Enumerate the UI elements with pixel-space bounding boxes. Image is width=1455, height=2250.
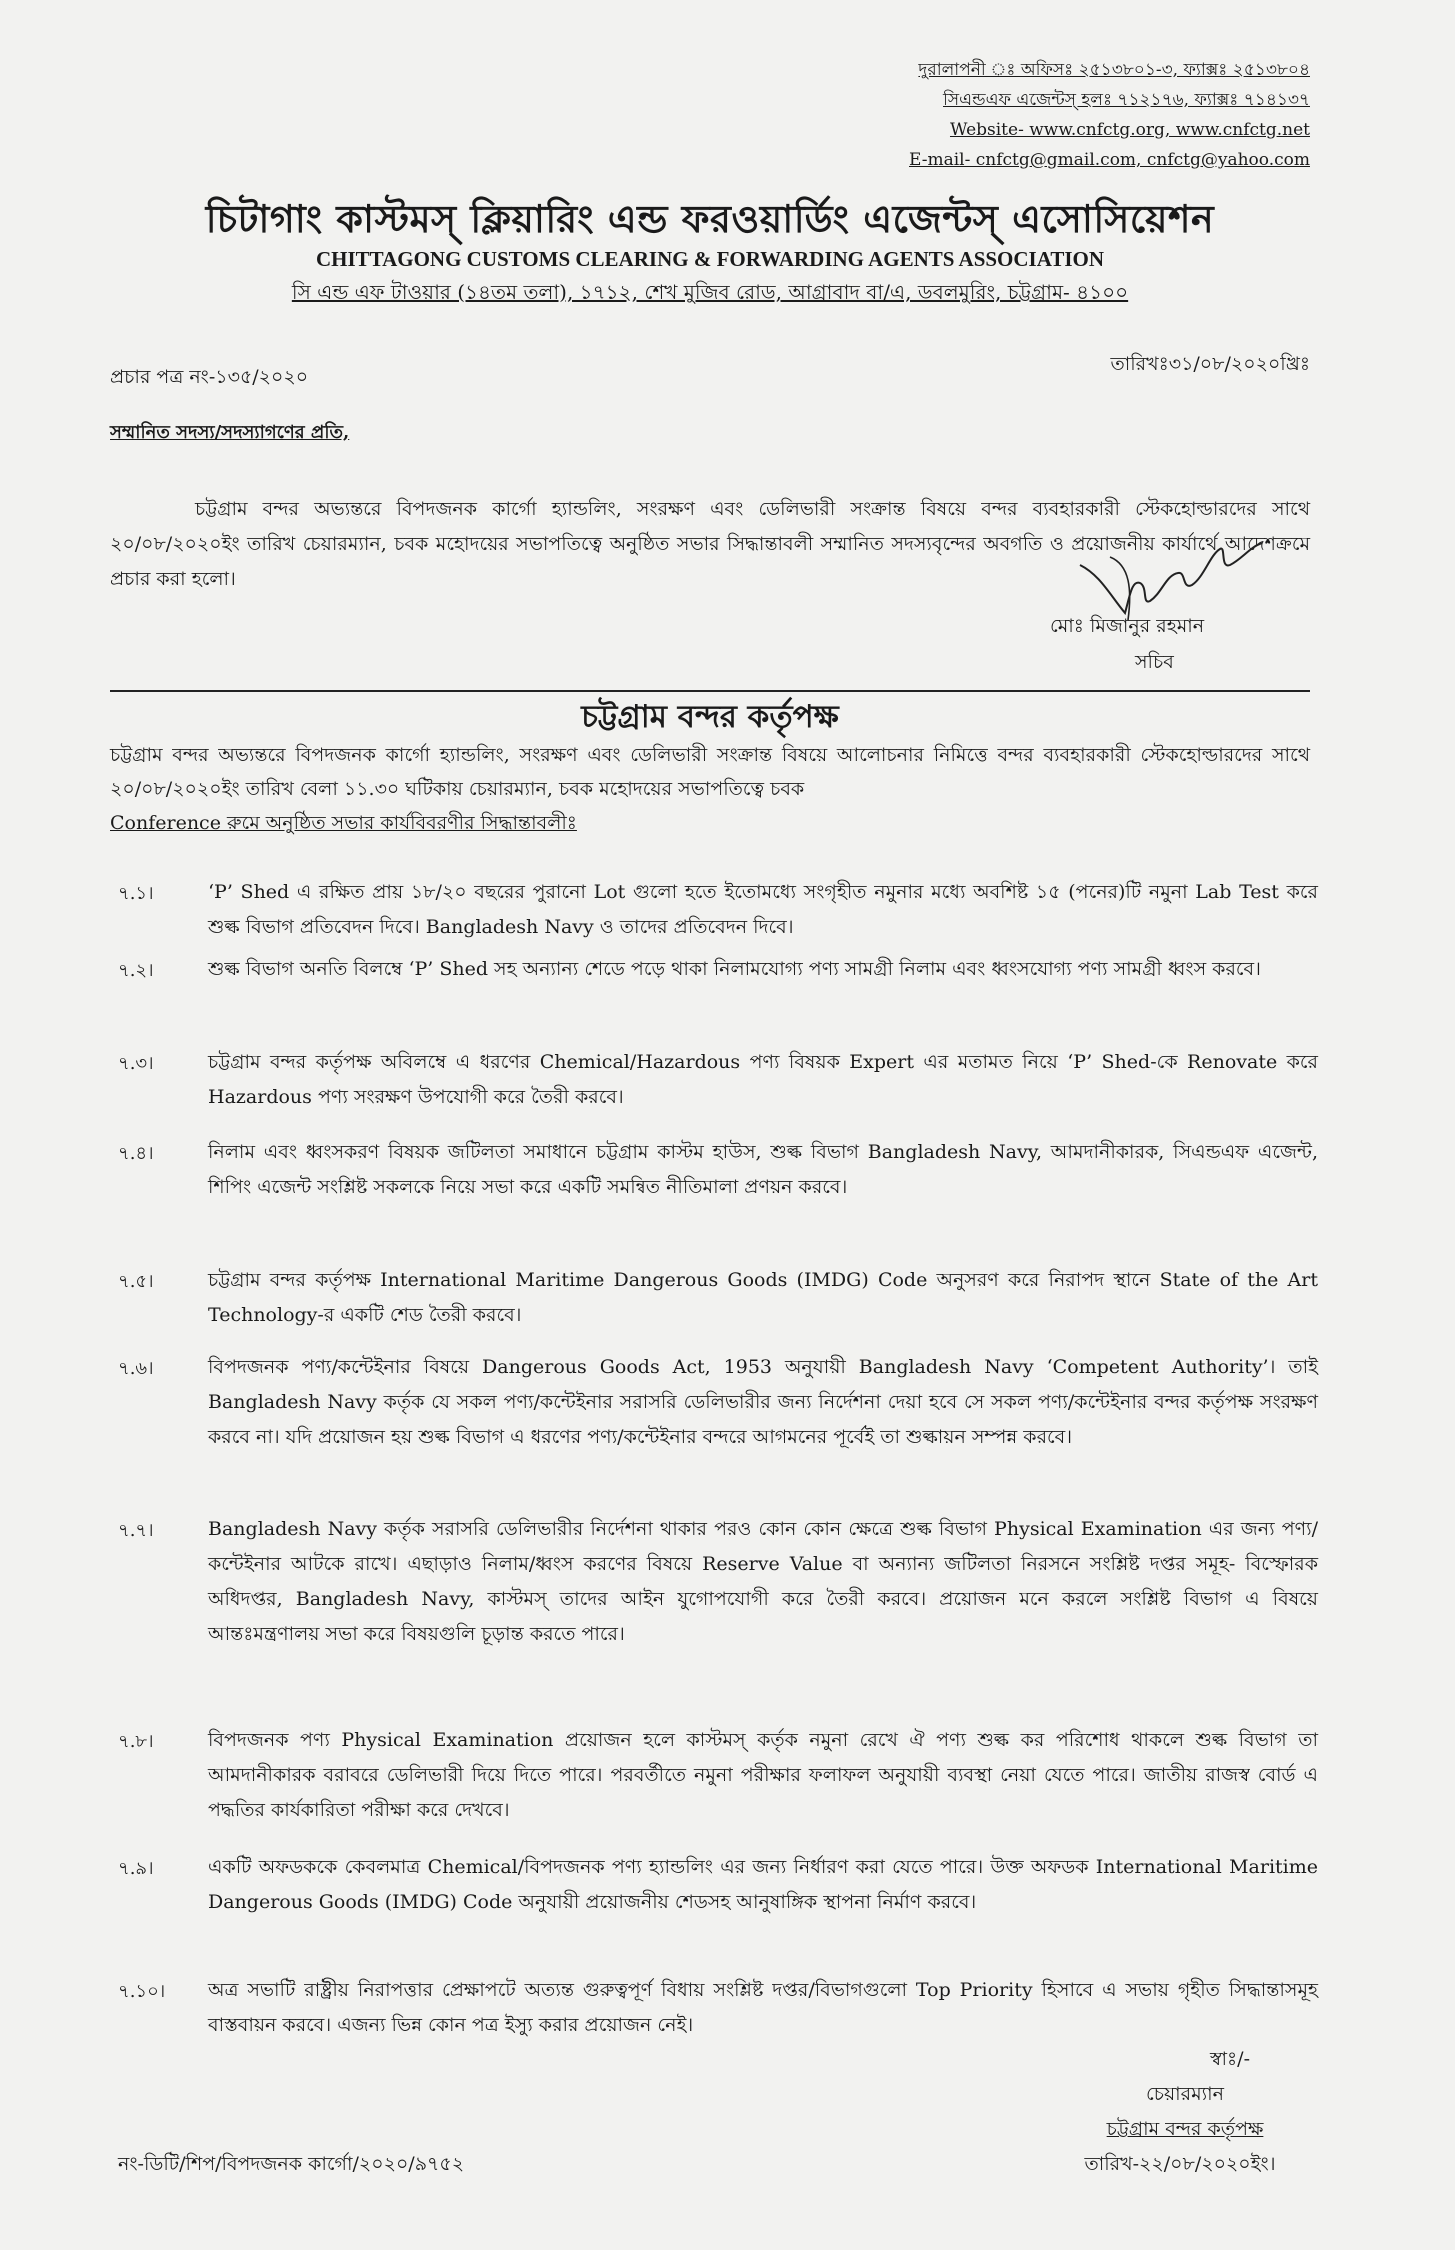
intro-paragraph: চট্টগ্রাম বন্দর অভ্যন্তরে বিপদজনক কার্গো হ্যান্ডলিং, সংরক্ষণ এবং ডেলিভারী সংক্রান্ত বিষয়ে বন্দর ব্যবহারকারী স্টেকহোল্ডারদের সাথে ২০/০৮/২০২০ইং তারিখ চেয়ারম্যান, চবক মহোদয়ের সভাপতিত্বে অনুষ্ঠিত সভার সিদ্ধান্তাবলী সম্মানিত সদস্যবৃন্দের অবগতি ও প্রয়োজনীয় কার্যার্থে আদেশক্রমে প্রচার করা হলো। — [110, 498, 1310, 590]
decision-number: ৭.৫। — [118, 1271, 154, 1292]
decision-number: ৭.৩। — [118, 1053, 154, 1074]
decision-number: ৭.৭। — [118, 1520, 154, 1541]
decision-text: নিলাম এবং ধ্বংসকরণ বিষয়ক জটিলতা সমাধানে চট্টগ্রাম কাস্টম হাউস, শুল্ক বিভাগ Bangladesh Navy, আমদানীকারক, সিএন্ডএফ এজেন্ট, শিপিং এজেন্ট সংশ্লিষ্ট সকলকে নিয়ে সভা করে একটি সমন্বিত নীতিমালা প্রণয়ন করবে। — [208, 1141, 1318, 1198]
decision-text: শুল্ক বিভাগ অনতি বিলম্বে ‘P’ Shed সহ অন্যান্য শেডে পড়ে থাকা নিলামযোগ্য পণ্য সামগ্রী নিলাম এবং ধ্বংসযোগ্য পণ্য সামগ্রী ধ্বংস করবে। — [208, 958, 1261, 980]
closing-organization: চট্টগ্রাম বন্দর কর্তৃপক্ষ — [1106, 2118, 1264, 2140]
contact-website: Website- www.cnfctg.org, www.cnfctg.net — [949, 120, 1310, 140]
closing-signed: স্বাঃ/- — [1209, 2048, 1251, 2070]
association-name-english: CHITTAGONG CUSTOMS CLEARING & FORWARDING AGENTS ASSOCIATION — [315, 247, 1105, 271]
signer-name: মোঃ মিজানুর রহমান — [1050, 615, 1205, 637]
decision-number: ৭.৬। — [118, 1358, 154, 1379]
decision-number: ৭.৯। — [118, 1858, 154, 1879]
decision-number: ৭.২। — [118, 960, 154, 981]
closing-date: তারিখ-২২/০৮/২০২০ইং। — [1084, 2153, 1276, 2175]
contact-email: E-mail- cnfctg@gmail.com, cnfctg@yahoo.com — [909, 150, 1310, 170]
authority-intro-last-line: Conference রুমে অনুষ্ঠিত সভার কার্যবিবরণীর সিদ্ধান্তাবলীঃ — [110, 812, 577, 834]
salutation: সম্মানিত সদস্য/সদস্যাগণের প্রতি, — [110, 422, 350, 443]
decision-number: ৭.৮। — [118, 1731, 154, 1752]
decision-text: বিপদজনক পণ্য Physical Examination প্রয়োজন হলে কাস্টমস্ কর্তৃক নমুনা রেখে ঐ পণ্য শুল্ক কর পরিশোধ থাকলে শুল্ক বিভাগ তা আমদানীকারক বরাবরে ডেলিভারী দিয়ে দিতে পারে। পরবর্তীতে নমুনা পরীক্ষার ফলাফল অনুযায়ী ব্যবস্থা নেয়া যেতে পারে। জাতীয় রাজস্ব বোর্ড এ পদ্ধতির কার্যকারিতা পরীক্ষা করে দেখবে। — [208, 1729, 1318, 1821]
contact-phone: দুরালাপনী ঃ অফিসঃ ২৫১৩৮০১-৩, ফ্যাক্সঃ ২৫১৩৮০৪ — [918, 60, 1310, 80]
closing-title: চেয়ারম্যান — [1145, 2083, 1225, 2105]
association-name-bangla: চিটাগাং কাস্টমস্ ক্লিয়ারিং এন্ড ফরওয়ার্ডিং এজেন্টস্ এসোসিয়েশন — [205, 196, 1215, 241]
decision-number: ৭.৪। — [118, 1143, 154, 1164]
circular-date: তারিখঃ৩১/০৮/২০২০খ্রিঃ — [1110, 353, 1310, 375]
decision-number: ৭.১। — [118, 883, 154, 904]
circular-number: প্রচার পত্র নং-১৩৫/২০২০ — [110, 366, 309, 388]
section-divider — [110, 690, 1310, 692]
authority-title: চট্টগ্রাম বন্দর কর্তৃপক্ষ — [581, 699, 839, 735]
authority-intro-text: চট্টগ্রাম বন্দর অভ্যন্তরে বিপদজনক কার্গো হ্যান্ডলিং, সংরক্ষণ এবং ডেলিভারী সংক্রান্ত বিষয়ে আলোচনার নিমিত্তে বন্দর ব্যবহারকারী স্টেকহোল্ডারদের সাথে ২০/০৮/২০২০ইং তারিখ বেলা ১১.৩০ ঘটিকায় চেয়ারম্যান, চবক মহোদয়ের সভাপতিত্বে চবক — [110, 744, 1310, 800]
decision-text: চট্টগ্রাম বন্দর কর্তৃপক্ষ অবিলম্বে এ ধরণের Chemical/Hazardous পণ্য বিষয়ক Expert এর মতামত নিয়ে ‘P’ Shed-কে Renovate করে Hazardous পণ্য সংরক্ষণ উপযোগী করে তৈরী করবে। — [208, 1051, 1318, 1108]
reference-number: নং-ডিটি/শিপ/বিপদজনক কার্গো/২০২০/৯৭৫২ — [118, 2153, 465, 2175]
association-address: সি এন্ড এফ টাওয়ার (১৪তম তলা), ১৭১২, শেখ মুজিব রোড, আগ্রাবাদ বা/এ, ডবলমুরিং, চট্টগ্রাম- ৪১০০ — [291, 280, 1129, 304]
authority-intro — [110, 738, 1310, 840]
decision-text: ‘P’ Shed এ রক্ষিত প্রায় ১৮/২০ বছরের পুরানো Lot গুলো হতে ইতোমধ্যে সংগৃহীত নমুনার মধ্যে অবশিষ্ট ১৫ (পনের)টি নমুনা Lab Test করে শুল্ক বিভাগ প্রতিবেদন দিবে। Bangladesh Navy ও তাদের প্রতিবেদন দিবে। — [208, 881, 1318, 938]
contact-block — [909, 55, 1310, 175]
signer-title: সচিব — [1135, 651, 1174, 673]
decision-text: Bangladesh Navy কর্তৃক সরাসরি ডেলিভারীর নির্দেশনা থাকার পরও কোন কোন ক্ষেত্রে শুল্ক বিভাগ Physical Examination এর জন্য পণ্য/কন্টেইনার আটকে রাখে। এছাড়াও নিলাম/ধ্বংস করণের বিষয়ে Reserve Value বা অন্যান্য জটিলতা নিরসনে সংশ্লিষ্ট দপ্তর সমূহ- বিস্ফোরক অধিদপ্তর, Bangladesh Navy, কাস্টমস্ তাদের আইন যুগোপযোগী করে তৈরী করবে। প্রয়োজন মনে করলে সংশ্লিষ্ট বিভাগ এ বিষয়ে আন্তঃমন্ত্রণালয় সভা করে বিষয়গুলি চূড়ান্ত করতে পারে। — [208, 1518, 1318, 1645]
decision-text: বিপদজনক পণ্য/কন্টেইনার বিষয়ে Dangerous Goods Act, 1953 অনুযায়ী Bangladesh Navy ‘Competent Authority’। তাই Bangladesh Navy কর্তৃক যে সকল পণ্য/কন্টেইনার সরাসরি ডেলিভারীর জন্য নির্দেশনা দেয়া হবে সে সকল পণ্য/কন্টেইনার বন্দর কর্তৃপক্ষ সংরক্ষণ করবে না। যদি প্রয়োজন হয় শুল্ক বিভাগ এ ধরণের পণ্য/কন্টেইনার বন্দরে আগমনের পূর্বেই তা শুল্কায়ন সম্পন্ন করবে। — [208, 1356, 1318, 1448]
decision-text: অত্র সভাটি রাষ্ট্রীয় নিরাপত্তার প্রেক্ষাপটে অত্যন্ত গুরুত্বপূর্ণ বিধায় সংশ্লিষ্ট দপ্তর/বিভাগগুলো Top Priority হিসাবে এ সভায় গৃহীত সিদ্ধান্তাসমূহ বাস্তবায়ন করবে। এজন্য ভিন্ন কোন পত্র ইস্যু করার প্রয়োজন নেই। — [208, 1979, 1318, 2036]
decision-text: চট্টগ্রাম বন্দর কর্তৃপক্ষ International Maritime Dangerous Goods (IMDG) Code অনুসরণ করে নিরাপদ স্থানে State of the Art Technology-র একটি শেড তৈরী করবে। — [208, 1269, 1318, 1326]
decision-text: একটি অফডককে কেবলমাত্র Chemical/বিপদজনক পণ্য হ্যান্ডলিং এর জন্য নির্ধারণ করা যেতে পারে। উক্ত অফডক International Maritime Dangerous Goods (IMDG) Code অনুযায়ী প্রয়োজনীয় শেডসহ আনুষাঙ্গিক স্থাপনা নির্মাণ করবে। — [208, 1856, 1318, 1913]
decision-number: ৭.১০। — [118, 1981, 166, 2002]
contact-hotline: সিএন্ডএফ এজেন্টস্ হলঃ ৭১২১৭৬, ফ্যাক্সঃ ৭১৪১৩৭ — [943, 90, 1310, 110]
